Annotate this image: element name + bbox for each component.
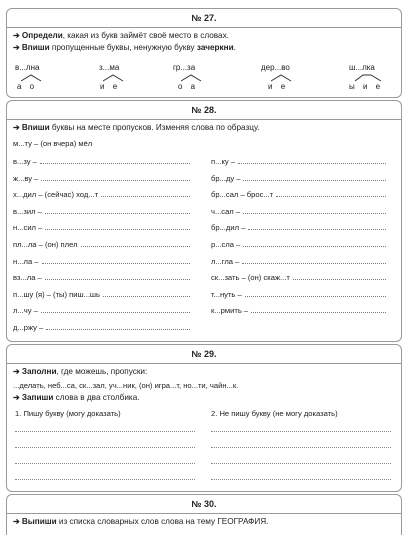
exercise-row[interactable] [211,240,386,249]
word-options: и е [268,82,289,91]
task-30-instruction: ➔ Выпиши из списка словарных слов слова на тему ГЕОГРАФИЯ. [13,517,269,526]
task-27-instruction-2: ➔ Впиши пропущенные буквы, ненужную букву зачеркни. [13,43,236,52]
answer-line[interactable] [45,279,190,280]
task-29-instruction-2: ➔ Запиши слова в два столбика. [13,393,140,402]
exercise-word: л...чу – [13,306,38,316]
exercise-word: д...ржу – [13,323,44,332]
exercise-word: х...дил – (сейчас) ход...т [13,190,99,200]
exercise-row[interactable] [13,174,190,183]
exercise-word: бр...дил – [211,223,246,233]
task-28-title: № 28. [191,105,217,115]
arrow-icon: ➔ [13,367,20,376]
answer-line[interactable] [251,312,386,313]
answer-line[interactable] [276,196,386,197]
answer-line[interactable] [41,180,190,181]
exercise-word: т...нуть – [211,289,242,299]
task-27-instruction-1: ➔ Определи, какая из букв займёт своё место в словах. [13,31,229,40]
exercise-word: ж...ву – [13,173,39,183]
arrow-icon: ➔ [13,393,20,402]
exercise-row[interactable] [13,323,190,332]
exercise-row[interactable] [211,207,386,216]
answer-line[interactable] [243,180,386,181]
task-30-title: № 30. [191,499,217,509]
answer-line[interactable] [45,229,190,230]
word-item[interactable]: ш...лка [349,63,375,72]
answer-line[interactable] [101,196,190,197]
exercise-row[interactable] [13,306,190,315]
arrow-icon: ➔ [13,31,20,40]
exercise-row[interactable] [211,174,386,183]
exercise-word: р...сла – [211,240,241,249]
exercise-row[interactable] [211,306,386,315]
word-item[interactable]: гр...за [173,63,196,72]
exercise-word: ч...сал – [211,206,241,216]
task-28-instruction: ➔ Впиши буквы на месте пропусков. Изменяя слова по образцу. [13,123,260,132]
exercise-row[interactable] [13,223,190,232]
column-2-heading: 2. Не пишу букву (не могу доказать) [211,409,338,418]
exercise-word: ск...зать – (он) скаж...т [211,273,290,283]
answer-line[interactable] [243,246,386,247]
exercise-word: пл...ла – (он) плел [13,240,78,249]
exercise-word: н...ла – [13,256,39,266]
exercise-word: бр...сал – брос...т [211,190,274,200]
example-row: м...ту – (он вчера) мёл [13,139,93,148]
task-28-box [6,100,402,342]
answer-line[interactable] [238,163,386,164]
task-27-title: № 27. [191,13,217,23]
exercise-row[interactable] [211,257,386,266]
exercise-word: вз...ла – [13,273,42,283]
task-29-title: № 29. [191,349,217,359]
arrow-icon: ➔ [13,123,20,132]
word-item[interactable]: дер...во [261,63,290,72]
exercise-word: в...зу – [13,157,37,166]
arrow-icon: ➔ [13,517,20,526]
task-30-box [6,494,402,535]
exercise-word: в...зил – [13,206,42,216]
column-1-heading: 1. Пишу букву (могу доказать) [15,409,121,418]
answer-line[interactable] [81,246,191,247]
answer-line[interactable] [15,479,195,480]
word-item[interactable]: в...лна [15,63,40,72]
answer-line[interactable] [45,213,190,214]
exercise-word: п...шу (я) – (ты) пиш...шь [13,289,100,299]
word-options: а о [17,82,38,91]
exercise-row[interactable] [211,223,386,232]
exercise-row[interactable] [211,190,386,199]
answer-line[interactable] [211,479,391,480]
exercise-row[interactable] [211,273,386,282]
answer-line[interactable] [103,296,190,297]
exercise-word: бр...ду – [211,173,241,183]
word-options: и е [100,82,121,91]
answer-line[interactable] [211,463,391,464]
answer-line[interactable] [40,163,190,164]
word-options: ы и е [349,82,384,91]
divider [7,363,401,364]
exercise-row[interactable] [13,257,190,266]
answer-line[interactable] [242,263,386,264]
answer-line[interactable] [248,229,386,230]
words-line: ...делать, неб...са, ск...зал, уч...ник, (он) игра...т, но...ти, чайн...к. [13,381,239,390]
task-27-box [6,8,402,98]
word-options: о а [178,82,199,91]
answer-line[interactable] [15,431,195,432]
exercise-row[interactable] [211,157,386,166]
divider [7,27,401,28]
answer-line[interactable] [211,431,391,432]
exercise-word: н...сил – [13,223,43,233]
exercise-row[interactable] [13,190,190,199]
answer-line[interactable] [243,213,386,214]
exercise-row[interactable] [13,290,190,299]
exercise-row[interactable] [211,290,386,299]
exercise-word: л...гла – [211,256,240,266]
word-item[interactable]: з...ма [99,63,120,72]
answer-line[interactable] [15,463,195,464]
answer-line[interactable] [42,263,190,264]
exercise-word: п...ку – [211,157,235,166]
divider [7,513,401,514]
divider [7,119,401,120]
answer-line[interactable] [41,312,190,313]
exercise-row[interactable] [13,273,190,282]
task-29-instruction-1: ➔ Заполни, где можешь, пропуски: [13,367,148,376]
answer-line[interactable] [15,447,195,448]
answer-line[interactable] [46,329,190,330]
answer-line[interactable] [245,296,386,297]
exercise-word: к...рмить – [211,306,249,316]
arrow-icon: ➔ [13,43,20,52]
exercise-row[interactable] [13,240,190,249]
answer-line[interactable] [293,279,386,280]
task-29-box [6,344,402,492]
exercise-row[interactable] [13,157,190,166]
answer-line[interactable] [211,447,391,448]
exercise-row[interactable] [13,207,190,216]
